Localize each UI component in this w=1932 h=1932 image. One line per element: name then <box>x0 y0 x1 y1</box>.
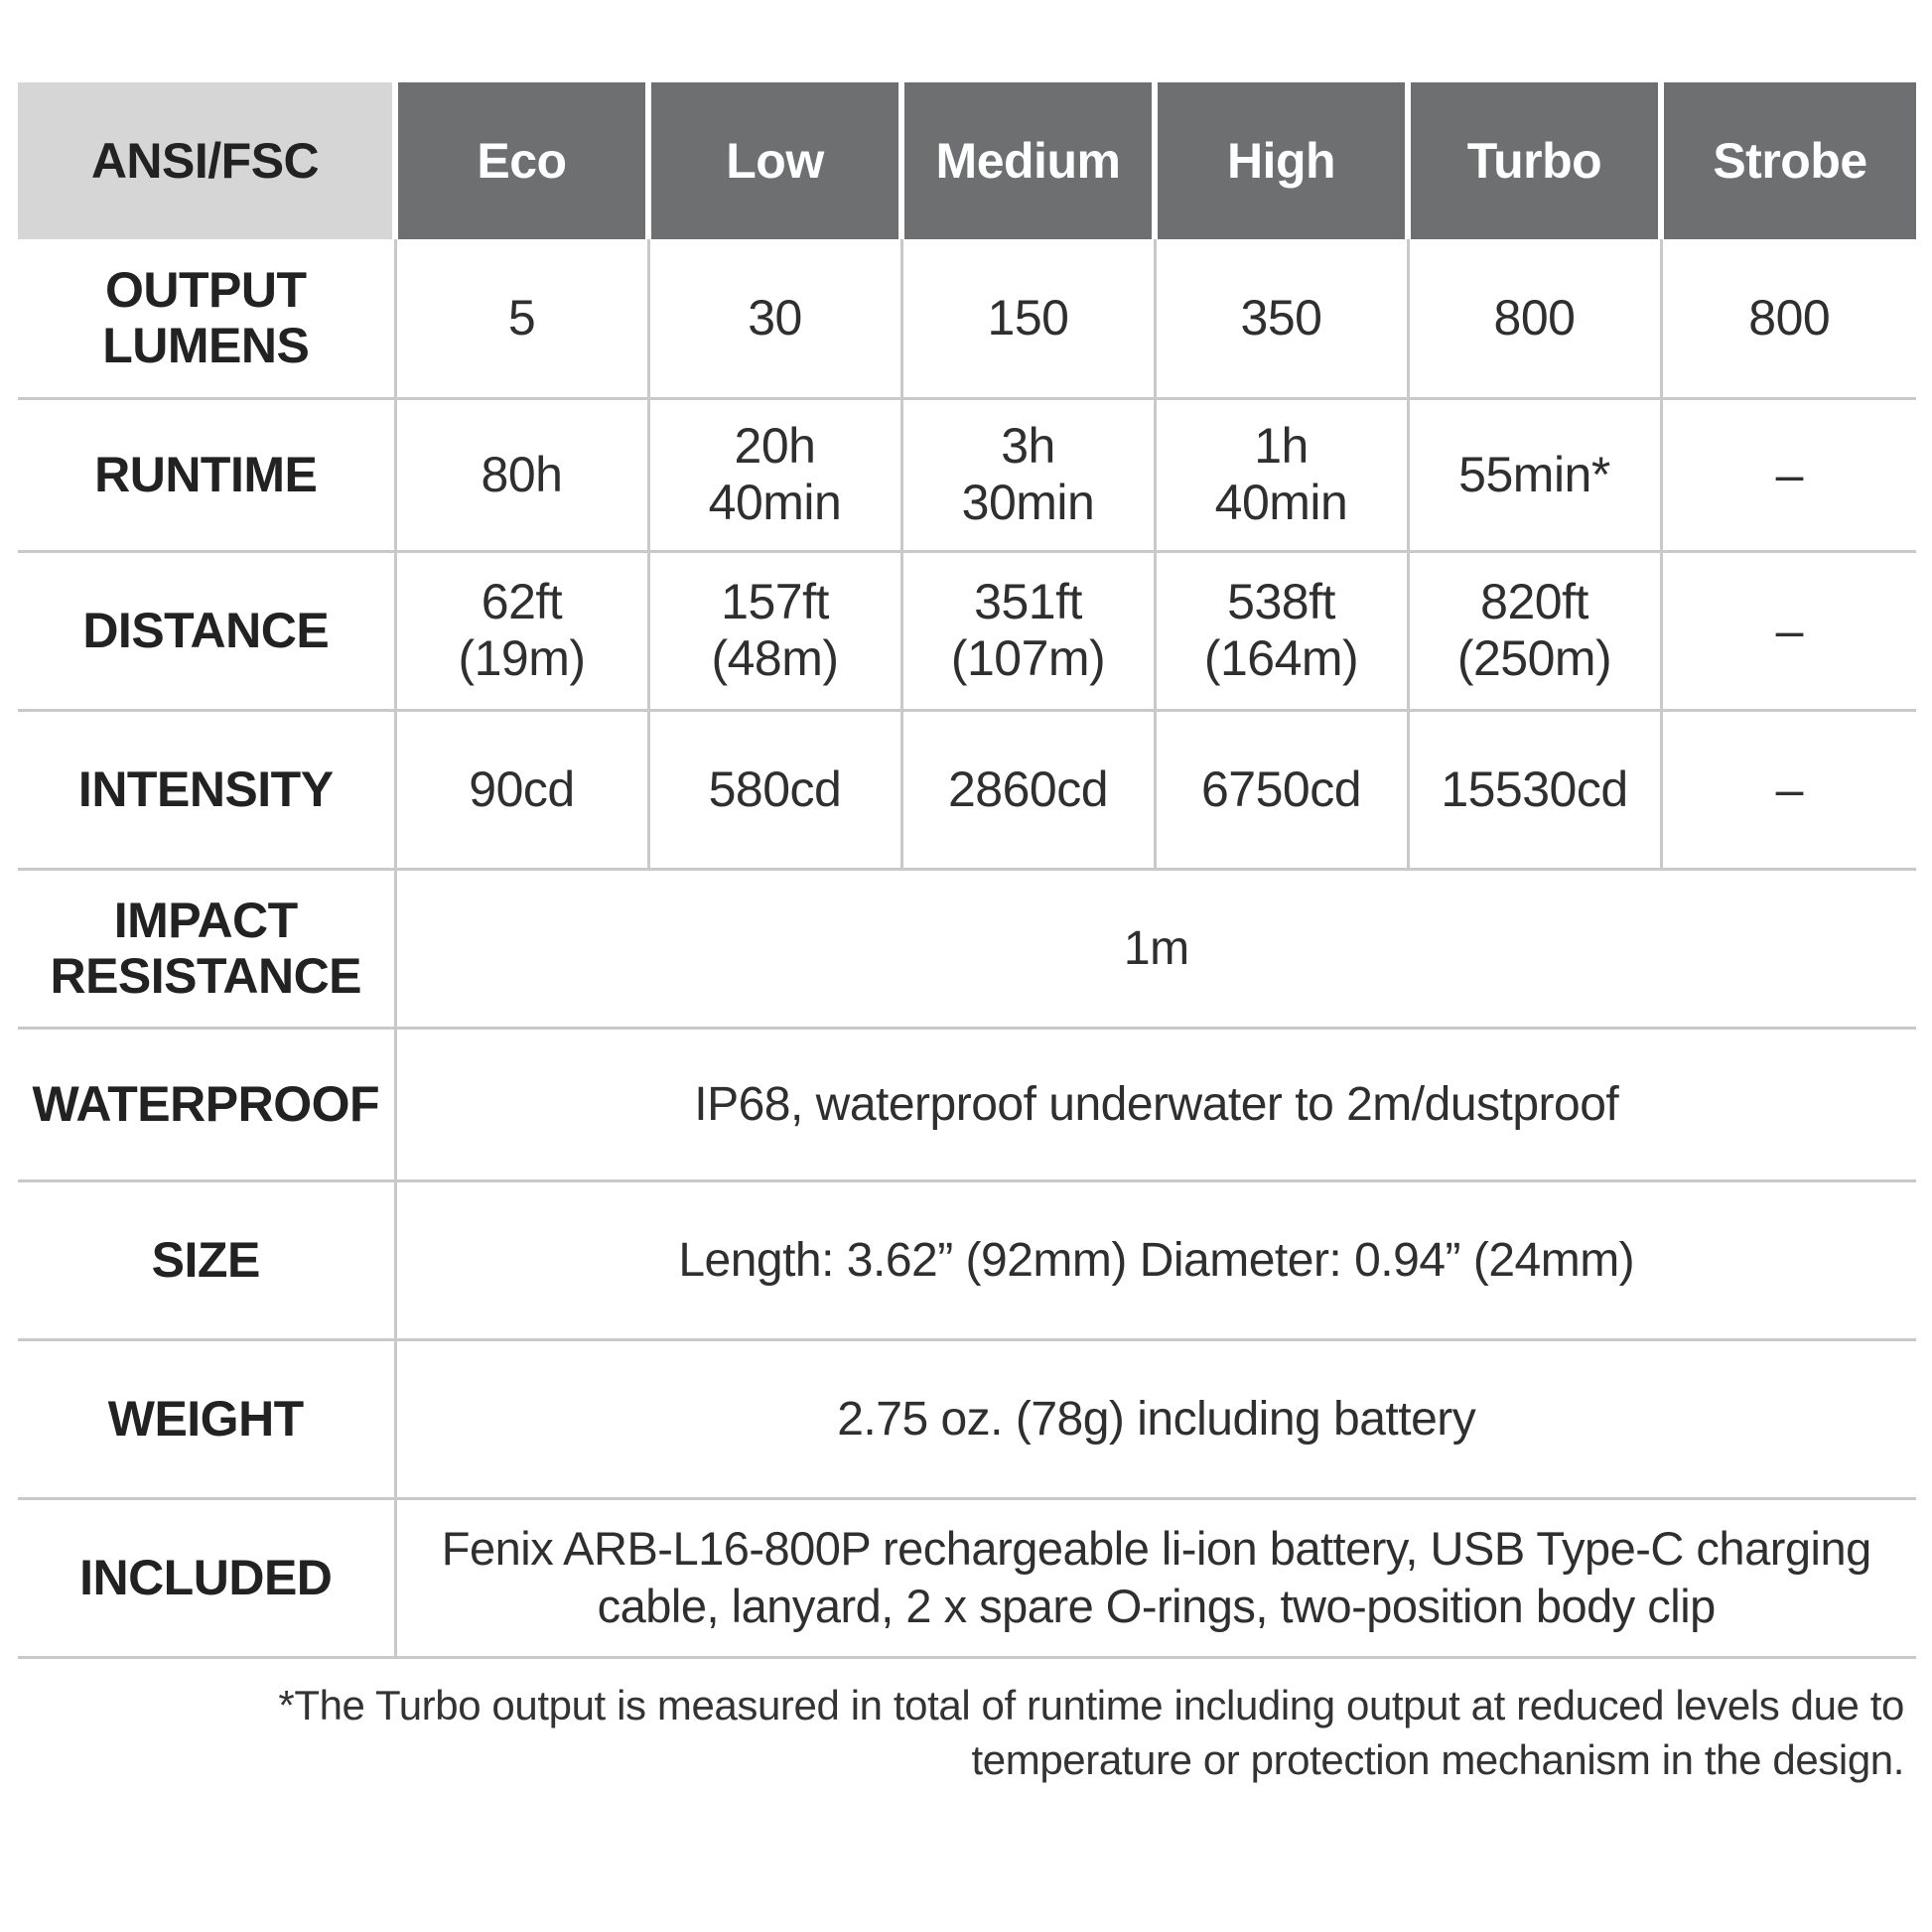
mode-header-high: High <box>1155 82 1408 239</box>
output-low: 30 <box>648 239 901 398</box>
output-strobe: 800 <box>1661 239 1916 398</box>
distance-turbo-line-1: 820ft <box>1480 574 1588 629</box>
intensity-row <box>18 710 1916 869</box>
runtime-row <box>18 398 1916 551</box>
distance-strobe <box>1661 551 1916 710</box>
included-value <box>395 1498 1916 1657</box>
runtime-high-line-2: 40min <box>1214 475 1348 530</box>
corner-header: ANSI/FSC <box>18 82 395 239</box>
header-row <box>18 82 1916 239</box>
included-label: INCLUDED <box>18 1498 395 1657</box>
output-row <box>18 239 1916 398</box>
mode-header-eco: Eco <box>395 82 648 239</box>
runtime-eco <box>395 398 648 551</box>
weight-row <box>18 1339 1916 1498</box>
distance-high-line-1: 538ft <box>1227 574 1335 629</box>
distance-high-line-2: (164m) <box>1203 630 1359 686</box>
weight-value: 2.75 oz. (78g) including battery <box>395 1339 1916 1498</box>
output-high: 350 <box>1155 239 1408 398</box>
intensity-label: INTENSITY <box>18 710 395 869</box>
waterproof-label: WATERPROOF <box>18 1028 395 1180</box>
runtime-label: RUNTIME <box>18 398 395 551</box>
intensity-medium: 2860cd <box>901 710 1155 869</box>
distance-low-line-2: (48m) <box>711 630 839 686</box>
distance-low-line-1: 157ft <box>721 574 829 629</box>
weight-label: WEIGHT <box>18 1339 395 1498</box>
included-row <box>18 1498 1916 1657</box>
footnote-line-2: temperature or protection mechanism in the design. <box>971 1736 1904 1783</box>
impact-label-line-2: RESISTANCE <box>50 948 362 1004</box>
output-label <box>18 239 395 398</box>
footnote-line-1: *The Turbo output is measured in total of runtime including output at reduced levels due to <box>278 1682 1904 1728</box>
runtime-low <box>648 398 901 551</box>
runtime-strobe <box>1661 398 1916 551</box>
mode-header-medium: Medium <box>901 82 1155 239</box>
runtime-medium-line-2: 30min <box>961 475 1095 530</box>
output-label-line-2: LUMENS <box>102 318 310 374</box>
intensity-low: 580cd <box>648 710 901 869</box>
mode-header-turbo: Turbo <box>1408 82 1661 239</box>
waterproof-row <box>18 1028 1916 1180</box>
runtime-turbo-line-1: 55min* <box>1458 446 1610 502</box>
distance-eco-line-2: (19m) <box>458 630 586 686</box>
included-line-2: cable, lanyard, 2 x spare O-rings, two-position body clip <box>597 1580 1716 1632</box>
intensity-strobe: – <box>1661 710 1916 869</box>
mode-header-low: Low <box>648 82 901 239</box>
included-line-1: Fenix ARB-L16-800P rechargeable li-ion battery, USB Type-C charging <box>441 1522 1871 1575</box>
spec-table <box>18 82 1916 1659</box>
distance-medium-line-2: (107m) <box>950 630 1106 686</box>
size-row <box>18 1180 1916 1339</box>
impact-label <box>18 869 395 1028</box>
distance-eco-line-1: 62ft <box>481 574 563 629</box>
intensity-high: 6750cd <box>1155 710 1408 869</box>
output-eco: 5 <box>395 239 648 398</box>
distance-medium <box>901 551 1155 710</box>
impact-value: 1m <box>395 869 1916 1028</box>
impact-label-line-1: IMPACT <box>113 893 298 948</box>
distance-turbo <box>1408 551 1661 710</box>
distance-medium-line-1: 351ft <box>974 574 1082 629</box>
distance-strobe-line-1: – <box>1775 602 1803 658</box>
distance-eco <box>395 551 648 710</box>
intensity-eco: 90cd <box>395 710 648 869</box>
impact-row <box>18 869 1916 1028</box>
output-label-line-1: OUTPUT <box>104 262 307 319</box>
size-label: SIZE <box>18 1180 395 1339</box>
size-value: Length: 3.62” (92mm) Diameter: 0.94” (24mm) <box>395 1180 1916 1339</box>
mode-header-strobe: Strobe <box>1661 82 1916 239</box>
distance-turbo-line-2: (250m) <box>1456 630 1612 686</box>
distance-row <box>18 551 1916 710</box>
runtime-low-line-2: 40min <box>708 475 842 530</box>
runtime-high <box>1155 398 1408 551</box>
runtime-strobe-line-1: – <box>1775 446 1803 502</box>
output-turbo: 800 <box>1408 239 1661 398</box>
distance-low <box>648 551 901 710</box>
runtime-eco-line-1: 80h <box>481 446 563 502</box>
intensity-turbo: 15530cd <box>1408 710 1661 869</box>
output-medium: 150 <box>901 239 1155 398</box>
runtime-turbo <box>1408 398 1661 551</box>
turbo-footnote <box>197 1678 1904 1787</box>
waterproof-value: IP68, waterproof underwater to 2m/dustproof <box>395 1028 1916 1180</box>
distance-high <box>1155 551 1408 710</box>
runtime-low-line-1: 20h <box>734 418 816 474</box>
runtime-medium <box>901 398 1155 551</box>
runtime-high-line-1: 1h <box>1254 418 1309 474</box>
runtime-medium-line-1: 3h <box>1001 418 1055 474</box>
distance-label: DISTANCE <box>18 551 395 710</box>
